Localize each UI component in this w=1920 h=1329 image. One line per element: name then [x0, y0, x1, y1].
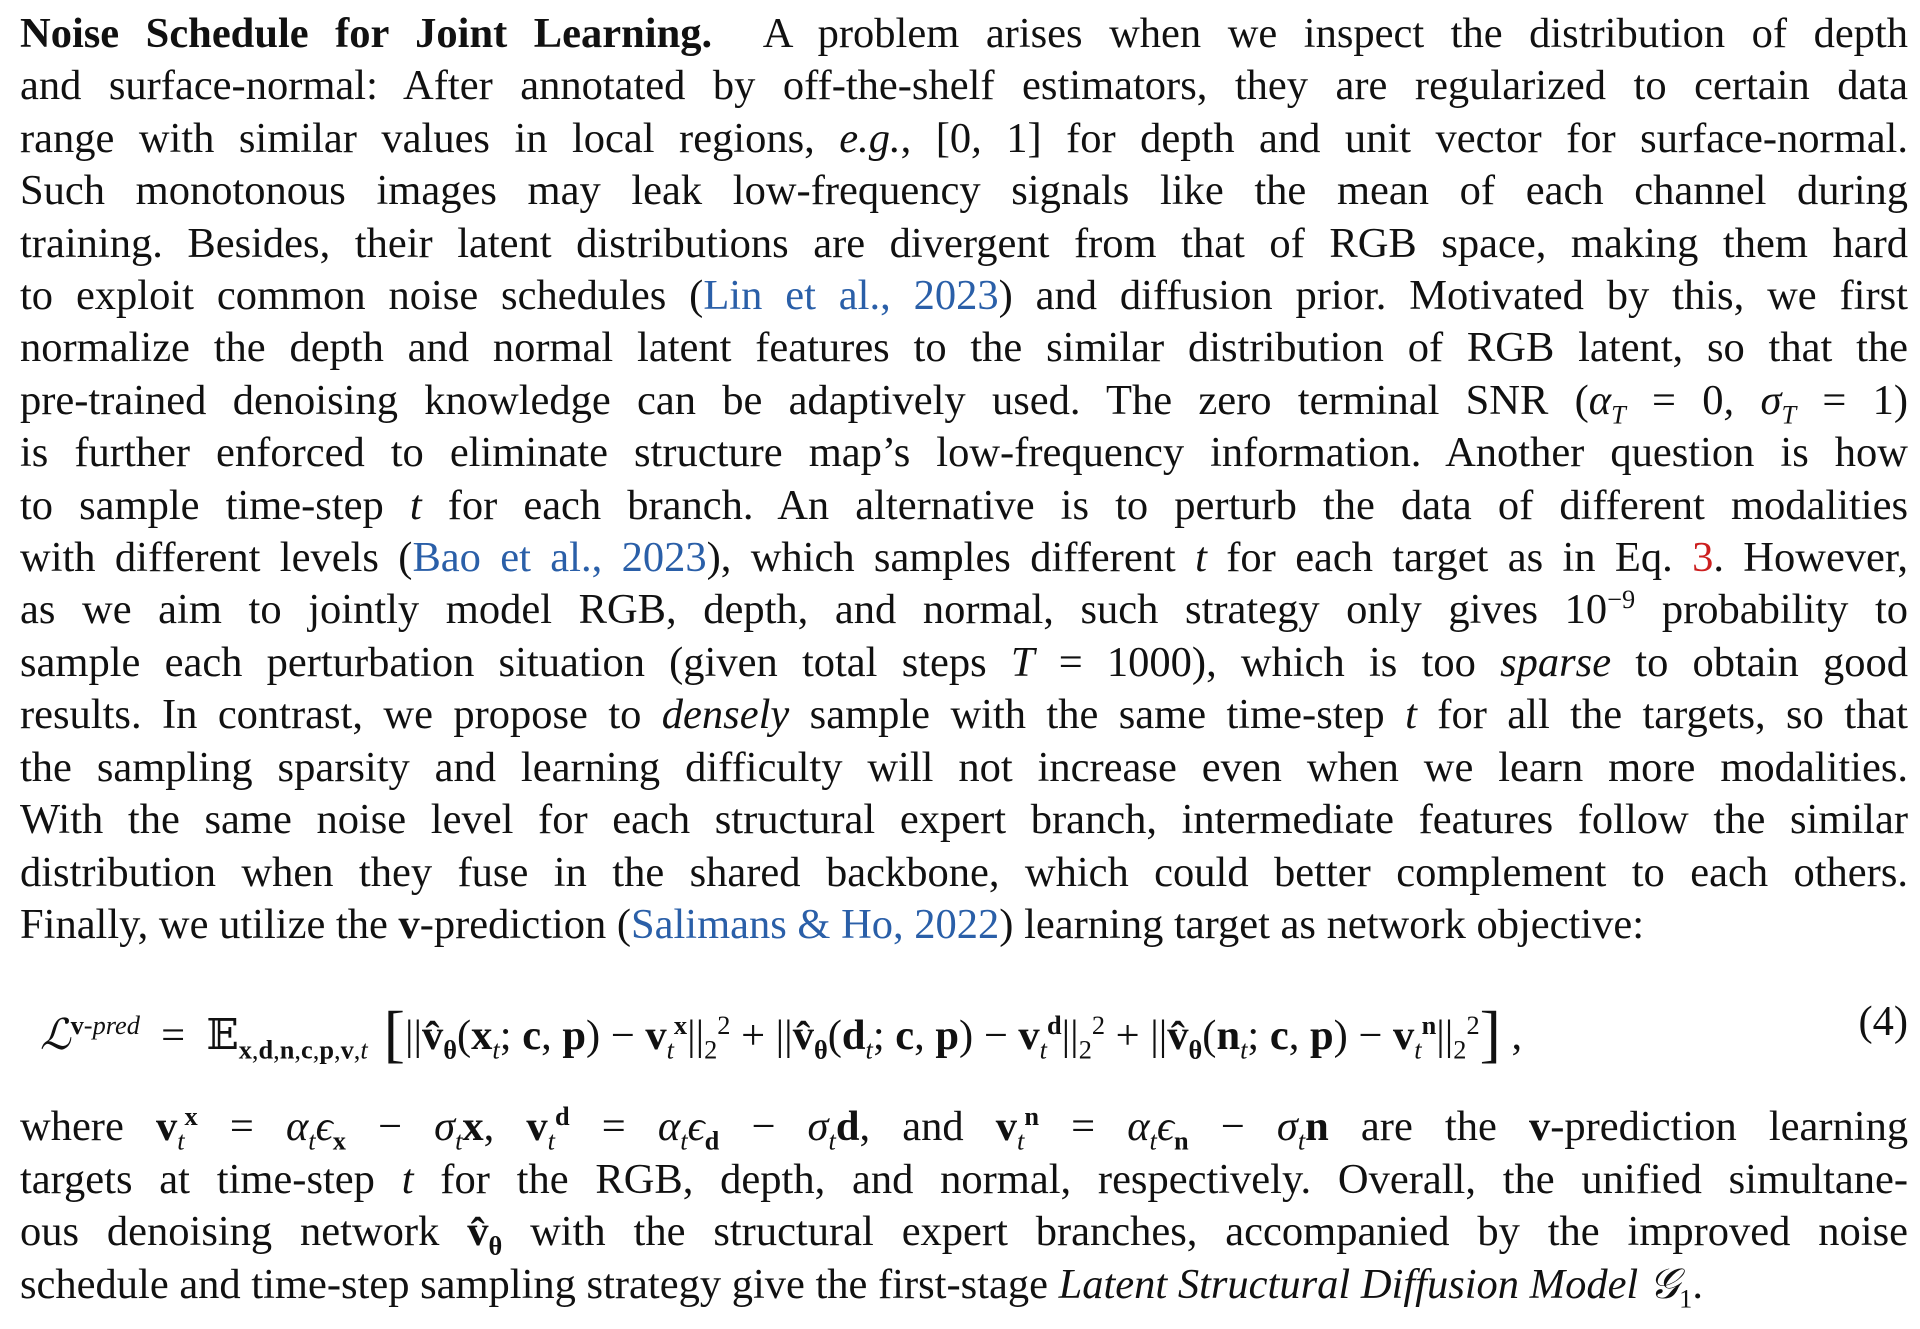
equation-body: ℒ$^{v-pred}$ = 𝔼$_{x,d,n,c,p,v,t}$ [$||v̂_\theta(x_t$; c, $p) - v_t^x||_2^2$ + $||v̂_\theta(d_t$; c, $p) - v_t^d||_2^2$ + $||v̂_\theta(n_t$; c, $p) - v_t^n||_2^2$] ,: [40, 998, 1523, 1070]
text-line: the sampling sparsity and learning difficulty will not increase even when we learn more modalities.: [20, 743, 1908, 791]
text-line: as we aim to jointly model RGB, depth, and normal, such strategy only gives $10^{-9}$ probability to: [20, 585, 1909, 634]
text-line: where $v_t^x = \alpha_t\epsilon_x - \sigma_tx$, $v_t^d = \alpha_t\epsilon_d - \sigma_td$, and $v_t^n = \alpha_t\epsilon_n - \sigma_tn$ are the v-prediction learning: [20, 1102, 1909, 1156]
equation-ref-3[interactable]: 3: [1692, 534, 1714, 582]
equation-number: (4): [1858, 998, 1908, 1046]
text-line: ous denoising network $v̂_\theta$ with the structural expert branches, accompanied by the improved noise: [20, 1208, 1908, 1261]
paper-page: [20, 8, 1909, 1314]
citation-lin-2023[interactable]: Lin et al., 2023: [703, 272, 999, 320]
text-line: training. Besides, their latent distributions are divergent from that of RGB space, making them hard: [20, 219, 1908, 267]
text-line: sample each perturbation situation (given total steps T = 1000), which is too sparse to obtain good: [20, 638, 1908, 686]
equation-4: [20, 969, 1908, 1091]
text-line: to sample time-step t for each branch. An alternative is to perturb the data of different modalities: [20, 481, 1908, 529]
text-line: schedule and time-step sampling strategy give the first-stage Latent Structural Diffusion Model 𝒢$_1$.: [20, 1260, 1703, 1314]
text-line: to exploit common noise schedules (Lin et al., 2023) and diffusion prior. Motivated by this, we first: [20, 272, 1908, 320]
section-heading: Noise Schedule for Joint Learning.: [20, 10, 713, 57]
text-line: Noise Schedule for Joint Learning. A problem arises when we inspect the distribution of depth: [20, 10, 1908, 57]
text-line: normalize the depth and normal latent features to the similar distribution of RGB latent, so that the: [20, 324, 1908, 372]
text-line: Finally, we utilize the v-prediction (Salimans & Ho, 2022) learning target as network objective:: [20, 900, 1645, 948]
text-line: results. In contrast, we propose to densely sample with the same time-step t for all the targets, so that: [20, 691, 1908, 739]
noise-schedule-paragraph: [20, 8, 1908, 951]
citation-bao-2023[interactable]: Bao et al., 2023: [412, 534, 707, 582]
text-line: with different levels (Bao et al., 2023), which samples different t for each target as in Eq. 3. However,: [20, 534, 1908, 582]
text-line: range with similar values in local regions, e.g., [0, 1] for depth and unit vector for surface-normal.: [20, 114, 1908, 162]
text-line: distribution when they fuse in the shared backbone, which could better complement to each others.: [20, 848, 1908, 896]
text-line: With the same noise level for each structural expert branch, intermediate features follow the similar: [20, 796, 1908, 844]
citation-salimans-2022[interactable]: Salimans & Ho, 2022: [630, 900, 1000, 948]
text-line: targets at time-step t for the RGB, depth, and normal, respectively. Overall, the unified simultane-: [20, 1155, 1909, 1203]
text-line: Such monotonous images may leak low-frequency signals like the mean of each channel during: [20, 167, 1908, 215]
where-paragraph: [20, 1101, 1909, 1314]
text-line: and surface-normal: After annotated by off-the-shelf estimators, they are regularized to certain data: [20, 62, 1908, 110]
text-line: pre-trained denoising knowledge can be adaptively used. The zero terminal SNR ($\alpha_T = 0$, $\sigma_T = 1$): [20, 376, 1909, 430]
text-line: is further enforced to eliminate structure map’s low-frequency information. Another question is how: [20, 429, 1908, 477]
